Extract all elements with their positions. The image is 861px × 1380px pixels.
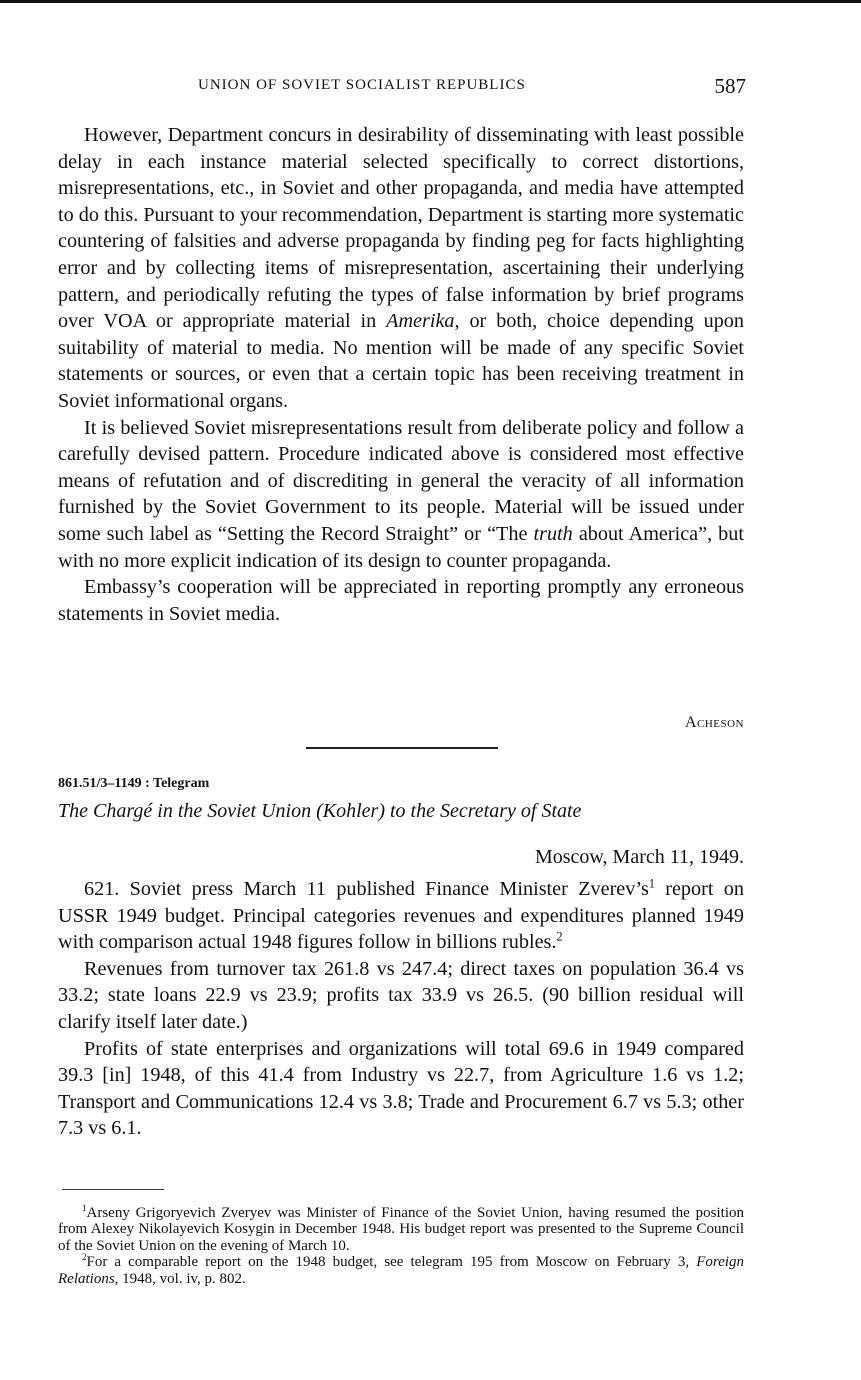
page-number: 587 bbox=[714, 74, 746, 98]
file-reference: 861.51/3–1149 : Telegram bbox=[58, 776, 210, 791]
document2-body bbox=[58, 876, 744, 1142]
document1-body bbox=[58, 122, 744, 627]
paragraph: 621. Soviet press March 11 published Finance Minister $Zverev’s^1$ report on USSR 1949 budget. Principal categories revenues and expenditures planned 1949 with comparison actual 1948 figures follow in billions rubles.$^2$ bbox=[58, 876, 744, 954]
footnote-rule bbox=[62, 1189, 164, 1190]
paragraph: Profits of state enterprises and organizations will total 69.6 in 1949 compared 39.3 [in] 1948, of this 41.4 from Industry vs 22.7, from Agriculture 1.6 vs 1.2; Transport and Communications 12.4 vs 3.8; Trade and Procurement 6.7 vs 5.3; other 7.3 vs 6.1. bbox=[58, 1037, 744, 1140]
emphasis-truth: truth bbox=[533, 522, 573, 545]
footnotes bbox=[58, 1205, 744, 1287]
document-heading: The Chargé in the Soviet Union (Kohler) to the Secretary of State bbox=[58, 800, 582, 822]
running-head: UNION OF SOVIET SOCIALIST REPUBLICS bbox=[198, 77, 526, 93]
place-date-line: Moscow, March 11, 1949. bbox=[534, 846, 744, 868]
paragraph: Revenues from turnover tax 261.8 vs 247.4; direct taxes on population 36.4 vs 33.2; state loans 22.9 vs 23.9; profits tax 33.9 vs 26.5. (90 billion residual will clarify itself later date.) bbox=[58, 957, 744, 1033]
footnote-ref-1[interactable]: 1 bbox=[648, 876, 655, 891]
top-border-rule bbox=[0, 0, 861, 3]
heading-person: Kohler bbox=[322, 800, 379, 822]
signature-acheson: Acheson bbox=[684, 714, 744, 731]
footnote-2: $^2$For a comparable report on the 1948 budget, see telegram 195 from Moscow on February 3, Foreign Relations, 1948, vol. iv, p. 802. bbox=[58, 1252, 744, 1287]
paragraph: Embassy’s cooperation will be appreciated in reporting promptly any erroneous statements in Soviet media. bbox=[58, 576, 744, 625]
emphasis-amerika: Amerika bbox=[386, 310, 455, 333]
section-divider bbox=[306, 747, 498, 749]
footnote-1: $^1$Arseny Grigoryevich Zveryev was Minister of Finance of the Soviet Union, having resumed the position from Alexey Nikolayevich Kosygin in December 1948. His budget report was presented to the Supreme Council of the Soviet Union on the evening of March 10. bbox=[58, 1203, 744, 1254]
paragraph: It is believed Soviet misrepresentations result from deliberate policy and follow a carefully devised pattern. Procedure indicated above is considered most effective means of refutation and of discrediting in general the veracity of all information furnished by the Soviet Government to its people. Material will be issued under some such label as “Setting the Record Straight” or “The truth about America”, but with no more explicit indication of its design to counter propaganda. bbox=[58, 416, 744, 572]
paragraph: However, Department concurs in desirability of disseminating with least possible delay in each instance material selected specifically to correct distortions, misrepresentations, etc., in Soviet and other propaganda, and media have attempted to do this. Pursuant to your recommendation, Department is starting more systematic countering of falsities and adverse propaganda by finding peg for facts highlighting error and by collecting items of misrepresentation, ascertaining their underlying pattern, and periodically refuting the types of false information by brief programs over VOA or appropriate material in Amerika, or both, choice depending upon suitability of material to media. No mention will be made of any specific Soviet statements or sources, or even that a certain topic has been receiving treatment in Soviet informational organs. bbox=[58, 124, 744, 412]
footnote-ref-2[interactable]: 2 bbox=[556, 929, 563, 944]
